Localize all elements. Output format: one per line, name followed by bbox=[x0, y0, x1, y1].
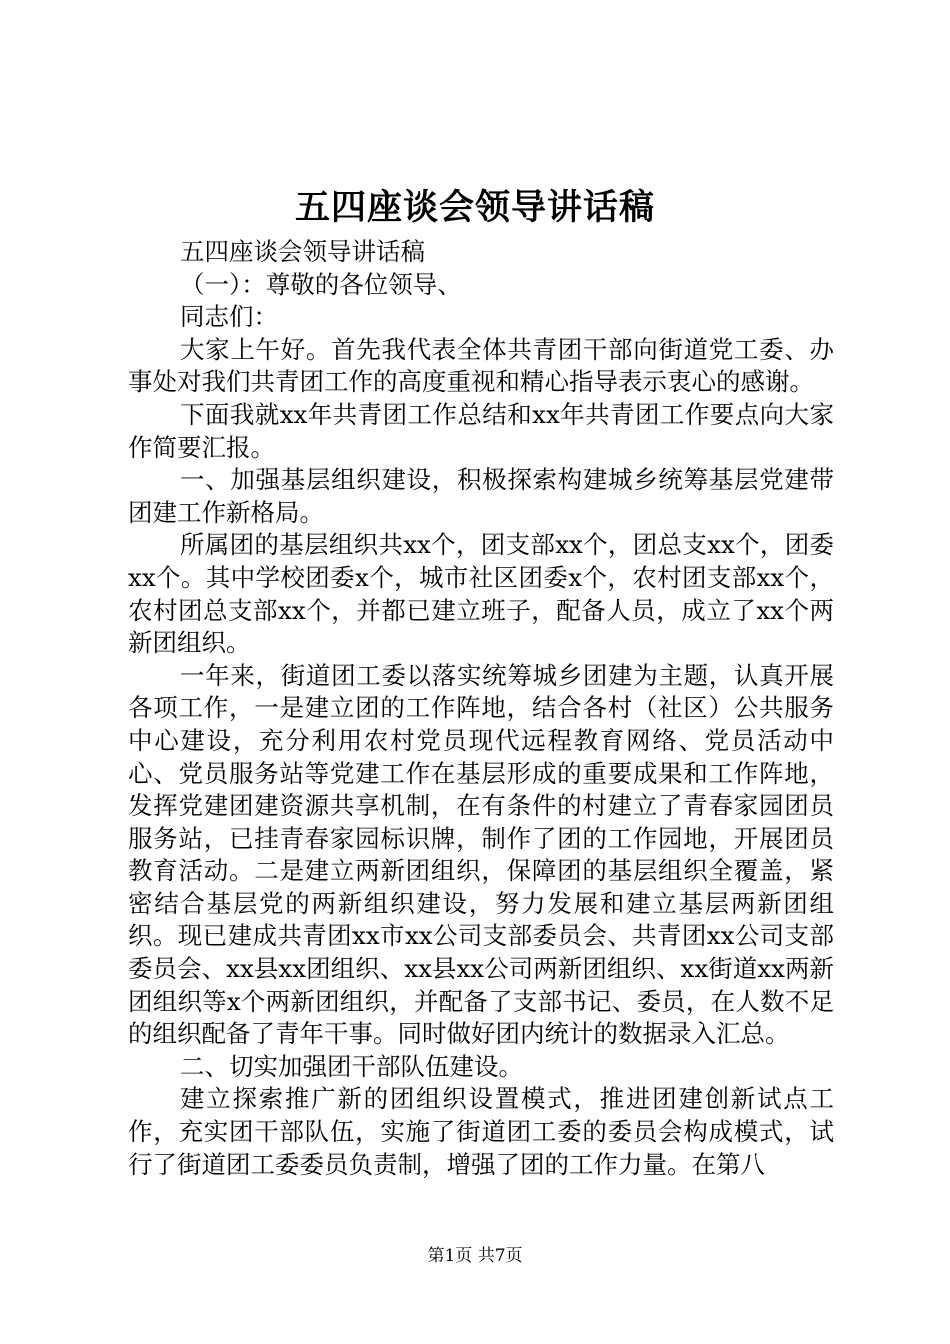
paragraph-cadre-building: 建立探索推广新的团组织设置模式，推进团建创新试点工作，充实团干部队伍，实施了街道团工委的委员会构成模式，试行了街道团工委委员负责制，增强了团的工作力量。在第八 bbox=[128, 1084, 834, 1179]
section-heading-1: 一、加强基层组织建设，积极探索构建城乡统筹基层党建带团建工作新格局。 bbox=[128, 465, 834, 527]
paragraph-salutation-2: 同志们： bbox=[180, 302, 278, 332]
paragraph-salutation-1: （一）：尊敬的各位领导、 bbox=[180, 269, 462, 299]
section-heading-2: 二、切实加强团干部队伍建设。 bbox=[180, 1051, 523, 1081]
paragraph-intro: 下面我就xx年共青团工作总结和xx年共青团工作要点向大家作简要汇报。 bbox=[128, 399, 834, 462]
paragraph-year-review: 一年来，街道团工委以落实统筹城乡团建为主题，认真开展各项工作，一是建立团的工作阵地，结合各村（社区）公共服务中心建设，充分利用农村党员现代远程教育网络、党员活动中心、党员服务站等党建工作在基层形成的重要成果和工作阵地，发挥党建团建资源共享机制，在有条件的村建立了青春家园团员服务站，已挂青春家园标识牌，制作了团的工作园地，开展团员教育活动。二是建立两新团组织，保障团的基层组织全覆盖，紧密结合基层党的两新组织建设，努力发展和建立基层两新团组织。现已建成共青团xx市xx公司支部委员会、共青团xx公司支部委员会、xx县xx团组织、xx县xx公司两新团组织、xx街道xx两新团组织等x个两新团组织，并配备了支部书记、委员，在人数不足的组织配备了青年干事。同时做好团内统计的数据录入汇总。 bbox=[128, 660, 834, 1049]
document-title: 五四座谈会领导讲话稿 bbox=[294, 187, 655, 228]
page-number: 第1页 共7页 bbox=[427, 1246, 523, 1266]
paragraph-greeting: 大家上午好。首先我代表全体共青团干部向街道党工委、办事处对我们共青团工作的高度重视和精心指导表示衷心的感谢。 bbox=[128, 334, 834, 397]
paragraph-org-count: 所属团的基层组织共xx个，团支部xx个，团总支xx个，团委xx个。其中学校团委x个，城市社区团委x个，农村团支部xx个，农村团总支部xx个，并都已建立班子，配备人员，成立了xx个两新团组织。 bbox=[128, 530, 834, 658]
paragraph-subtitle: 五四座谈会领导讲话稿 bbox=[180, 237, 425, 266]
document-body bbox=[128, 236, 834, 1181]
